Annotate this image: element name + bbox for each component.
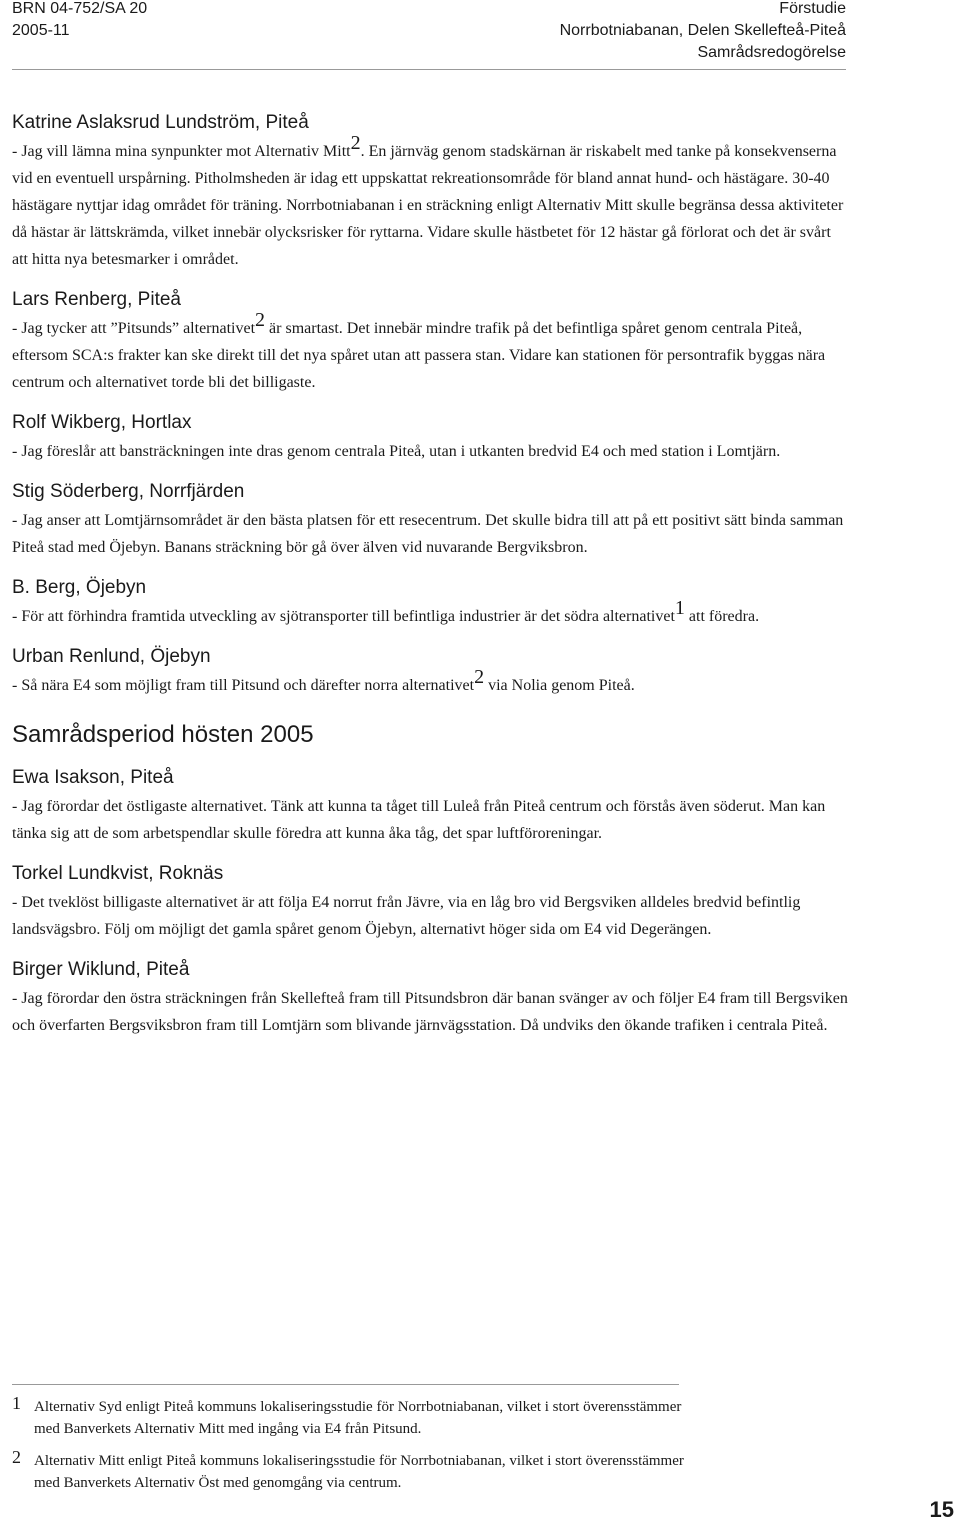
comment-text: - Jag förordar det östligaste alternativet. Tänk att kunna ta tåget till Luleå från Piteå centrum och förstås även söderut. Man kan tänka sig att de som arbetspendlar skulle föredra att kunna åka tåg, det spar luftföroreningar. [12,798,826,842]
footnote [12,1447,692,1494]
comment-entry [12,110,848,273]
comment-entry [12,644,848,699]
comment-entry [12,957,848,1039]
comment-text: - Det tveklöst billigaste alternativet är att följa E4 norrut från Jävre, via en låg bro vid Bergsviken alldeles bredvid befintlig landsvägsbro. Följ om möjligt det gamla spåret genom Öjebyn, alternativt höger sida om E4 vid Degerängen. [12,894,801,938]
footnote-ref: 2 [255,309,266,331]
commenter-name: Katrine Aslaksrud Lundström, Piteå [12,112,309,133]
footnote-ref: 2 [474,666,485,688]
comment-text: - Så nära E4 som möjligt fram till Pitsund och därefter norra alternativet2 via Nolia genom Piteå. [12,666,635,694]
footnote-text: Alternativ Mitt enligt Piteå kommuns lokaliseringsstudie för Norrbotniabanan, vilket i stort överensstämmer med Banverkets Alternativ Öst med genomgång via centrum. [34,1453,684,1491]
comment-text: - Jag förordar den östra sträckningen från Skellefteå fram till Pitsundsbron där banan svänger av och följer E4 fram till Bergsviken och överfarten Bergsviksbron fram till Lomtjärn som blivande järnvägsstation. Då undviks den ökande trafiken i centrala Piteå. [12,990,848,1034]
comment-text: - Jag tycker att ”Pitsunds” alternativet2 är smartast. Det innebär mindre trafik på det befintliga spåret genom centrala Piteå, eftersom SCA:s frakter kan ske direkt till det nya spåret utan att passera stan. Vidare kan stationen för persontrafik byggas nära centrum och alternativet torde bli det billigaste. [12,309,826,391]
comment-entry [12,765,848,847]
footnote-number: 2 [12,1447,21,1467]
commenter-name: Rolf Wikberg, Hortlax [12,412,192,433]
header-right [560,0,846,64]
document-date: 2005-11 [12,22,70,39]
main-content [12,110,848,1053]
commenter-name: Urban Renlund, Öjebyn [12,646,211,667]
document-id: BRN 04-752/SA 20 [12,0,148,17]
project-name: Norrbotniabanan, Delen Skellefteå-Piteå [559,22,846,39]
page-number: 15 [929,1497,954,1522]
comment-entry [12,575,848,630]
footnote [12,1393,692,1440]
comment-entry [12,287,848,396]
header-divider [12,69,846,70]
comment-text: - Jag vill lämna mina synpunkter mot Alternativ Mitt2. En järnväg genom stadskärnan är riskabelt med tanke på konsekvenserna vid en eventuell urspårning. Pitholmsheden är idag ett uppskattat rekreationsområde för bland annat hund- och hästägare. 30-40 hästägare nyttjar idag området för träning. Norrbotniabanan i en sträckning enligt Alternativ Mitt skulle begränsa dessa aktiviteter då hästar är lättskrämda, vilket innebär olycksrisker för ryttarna. Vidare skulle hästbetet för 12 hästar gå förlorat och det är svårt att hitta nya betesmarker i området. [12,132,844,268]
header-left [12,0,147,42]
commenter-name: Lars Renberg, Piteå [12,289,181,310]
document-title: Samrådsredogörelse [697,44,846,61]
footnote-divider [12,1384,679,1385]
footnote-ref: 1 [674,597,685,619]
commenter-name: B. Berg, Öjebyn [12,577,147,598]
footnote-number: 1 [12,1393,21,1413]
commenter-name: Ewa Isakson, Piteå [12,767,174,788]
comment-text: - För att förhindra framtida utveckling av sjötransporter till befintliga industrier är det södra alternativet1 att föredra. [12,597,760,625]
comment-text: - Jag anser att Lomtjärnsområdet är den bästa platsen för ett resecentrum. Det skulle bidra till att på ett positivt sätt binda samman Piteå stad med Öjebyn. Banans sträckning bör gå över älven vid nuvarande Bergviksbron. [12,512,844,556]
comment-entry [12,410,848,465]
footnote-text: Alternativ Syd enligt Piteå kommuns lokaliseringsstudie för Norrbotniabanan, vilket i stort överensstämmer med Banverkets Alternativ Mitt med ingång via E4 från Pitsund. [34,1399,682,1437]
document-type: Förstudie [779,0,846,17]
commenter-name: Stig Söderberg, Norrfjärden [12,481,245,502]
commenter-name: Torkel Lundkvist, Roknäs [12,863,224,884]
section-heading: Samrådsperiod hösten 2005 [12,721,314,748]
commenter-name: Birger Wiklund, Piteå [12,959,190,980]
comment-text: - Jag föreslår att bansträckningen inte dras genom centrala Piteå, utan i utkanten bredvid E4 och med station i Lomtjärn. [12,443,781,460]
comment-entry [12,479,848,561]
footnote-ref: 2 [350,132,361,154]
comment-entry [12,861,848,943]
